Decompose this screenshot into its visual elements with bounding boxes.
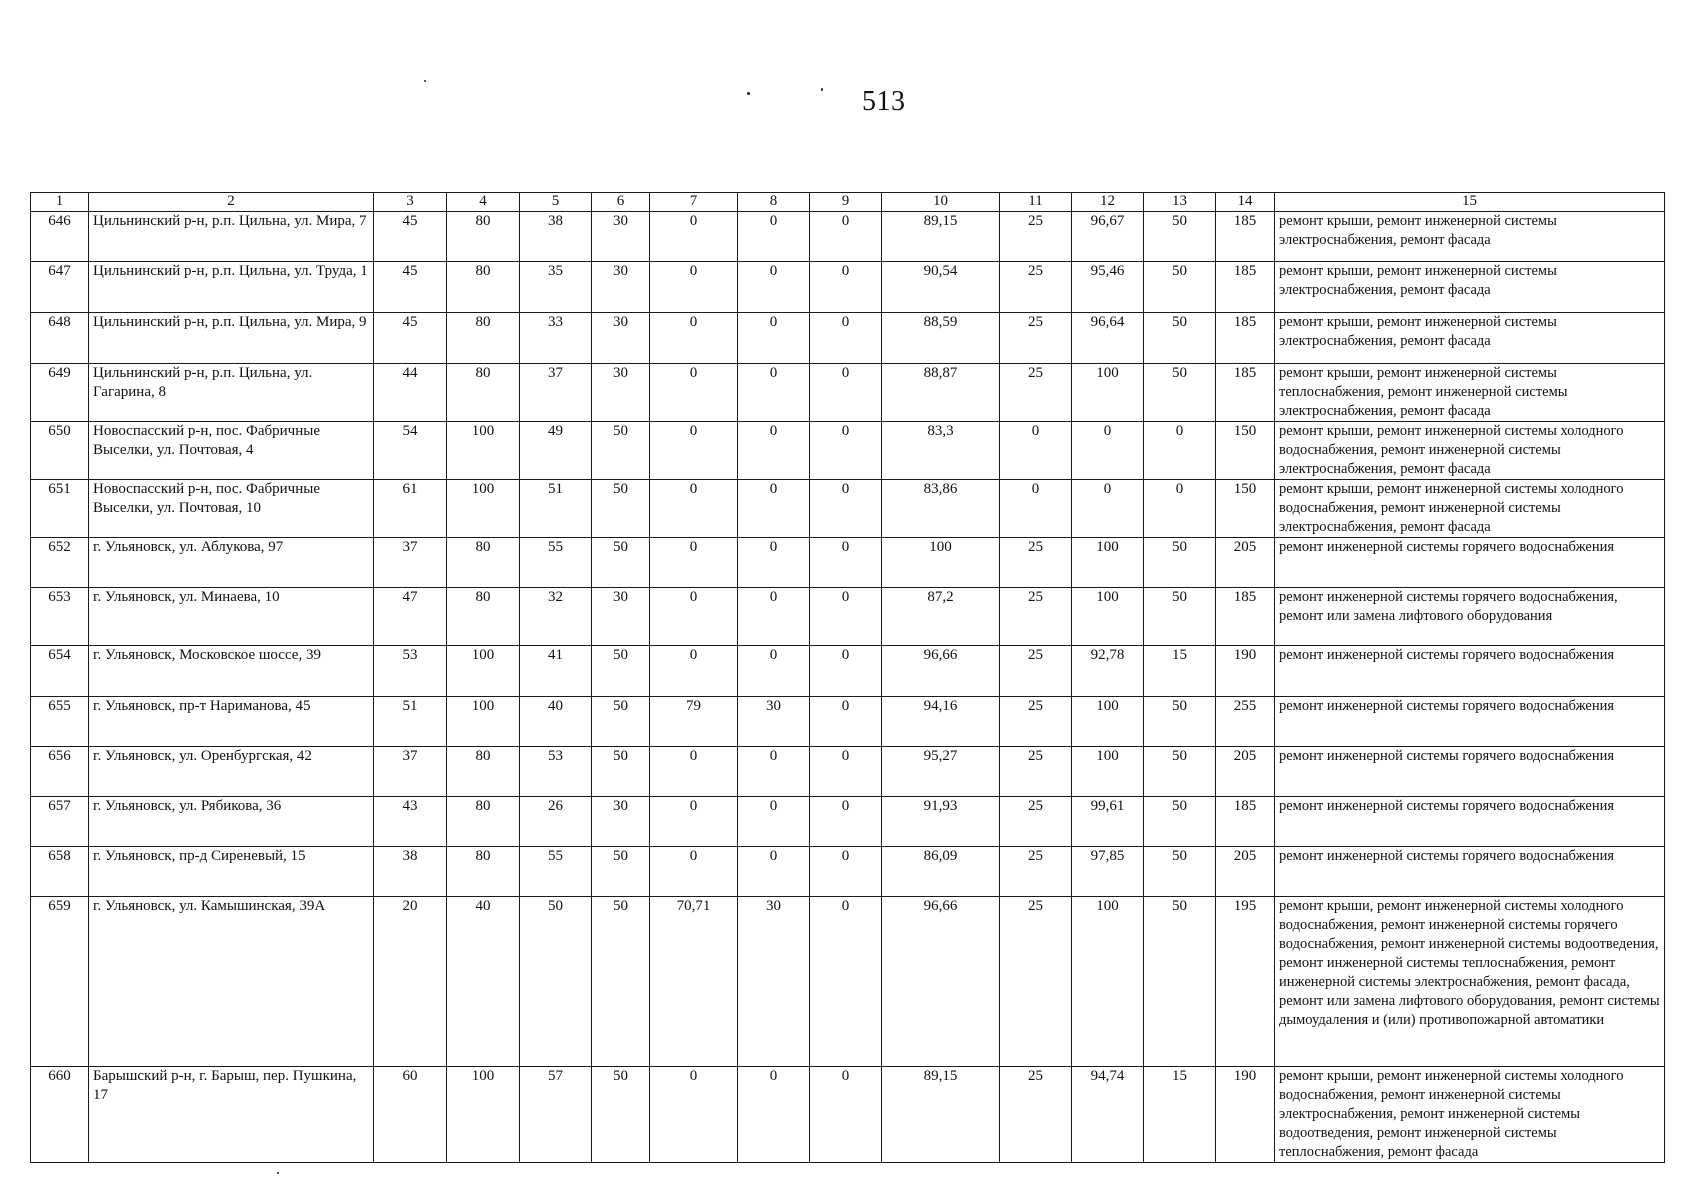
column-header-5: 5	[520, 193, 592, 212]
scan-speck	[821, 88, 823, 91]
cell-col-8: 0	[738, 313, 810, 364]
cell-col-4: 80	[447, 797, 520, 847]
scan-speck	[424, 80, 426, 82]
cell-col-11: 25	[1000, 313, 1072, 364]
cell-col-13: 50	[1144, 364, 1216, 422]
cell-col-3: 37	[374, 538, 447, 588]
cell-col-5: 50	[520, 897, 592, 1067]
cell-col-7: 0	[650, 262, 738, 313]
cell-col-11: 25	[1000, 538, 1072, 588]
cell-col-3: 38	[374, 847, 447, 897]
cell-col-8: 0	[738, 212, 810, 262]
page-number: 513	[862, 86, 906, 117]
cell-col-5: 55	[520, 847, 592, 897]
cell-address: г. Ульяновск, ул. Минаева, 10	[89, 588, 374, 646]
cell-col-11: 25	[1000, 588, 1072, 646]
cell-row-number: 658	[31, 847, 89, 897]
table-row	[31, 212, 1665, 262]
cell-col-10: 95,27	[882, 747, 1000, 797]
column-header-2: 2	[89, 193, 374, 212]
cell-col-7: 0	[650, 1067, 738, 1163]
cell-address: Цильнинский р-н, р.п. Цильна, ул. Мира, 9	[89, 313, 374, 364]
column-header-14: 14	[1216, 193, 1275, 212]
cell-col-6: 50	[592, 747, 650, 797]
cell-total-score: 205	[1216, 747, 1275, 797]
cell-col-4: 80	[447, 364, 520, 422]
table-body	[31, 212, 1665, 1163]
cell-col-4: 40	[447, 897, 520, 1067]
cell-col-7: 79	[650, 697, 738, 747]
cell-repair-works: ремонт инженерной системы горячего водоснабжения	[1275, 538, 1665, 588]
table-row	[31, 1067, 1665, 1163]
cell-col-5: 41	[520, 646, 592, 697]
column-header-3: 3	[374, 193, 447, 212]
cell-repair-works: ремонт крыши, ремонт инженерной системы холодного водоснабжения, ремонт инженерной системы горячего водоснабжения, ремонт инженерной системы водоотведения, ремонт инженерной системы теплоснабжения, ремонт инженерной системы электроснабжения, ремонт фасада, ремонт или замена лифтового оборудования, ремонт системы дымоудаления и (или) противопожарной автоматики	[1275, 897, 1665, 1067]
cell-total-score: 190	[1216, 1067, 1275, 1163]
cell-total-score: 185	[1216, 797, 1275, 847]
cell-repair-works: ремонт крыши, ремонт инженерной системы холодного водоснабжения, ремонт инженерной системы электроснабжения, ремонт инженерной системы водоотведения, ремонт инженерной системы теплоснабжения, ремонт фасада	[1275, 1067, 1665, 1163]
cell-col-7: 70,71	[650, 897, 738, 1067]
cell-address: г. Ульяновск, ул. Рябикова, 36	[89, 797, 374, 847]
cell-row-number: 647	[31, 262, 89, 313]
table-row	[31, 697, 1665, 747]
table-row	[31, 538, 1665, 588]
cell-col-13: 50	[1144, 847, 1216, 897]
cell-row-number: 646	[31, 212, 89, 262]
cell-address: г. Ульяновск, ул. Аблукова, 97	[89, 538, 374, 588]
cell-col-12: 100	[1072, 588, 1144, 646]
table-row	[31, 847, 1665, 897]
cell-repair-works: ремонт крыши, ремонт инженерной системы электроснабжения, ремонт фасада	[1275, 212, 1665, 262]
cell-col-12: 92,78	[1072, 646, 1144, 697]
cell-col-7: 0	[650, 364, 738, 422]
cell-col-6: 30	[592, 212, 650, 262]
cell-address: г. Ульяновск, ул. Оренбургская, 42	[89, 747, 374, 797]
cell-col-10: 94,16	[882, 697, 1000, 747]
cell-col-13: 50	[1144, 313, 1216, 364]
cell-col-8: 0	[738, 847, 810, 897]
cell-col-6: 50	[592, 847, 650, 897]
cell-repair-works: ремонт крыши, ремонт инженерной системы электроснабжения, ремонт фасада	[1275, 262, 1665, 313]
table-row	[31, 313, 1665, 364]
cell-col-8: 0	[738, 364, 810, 422]
cell-col-4: 80	[447, 313, 520, 364]
cell-col-12: 96,67	[1072, 212, 1144, 262]
cell-col-7: 0	[650, 538, 738, 588]
cell-row-number: 655	[31, 697, 89, 747]
cell-col-8: 30	[738, 897, 810, 1067]
cell-row-number: 649	[31, 364, 89, 422]
cell-col-12: 99,61	[1072, 797, 1144, 847]
cell-total-score: 185	[1216, 313, 1275, 364]
cell-col-12: 100	[1072, 538, 1144, 588]
cell-total-score: 185	[1216, 262, 1275, 313]
cell-col-9: 0	[810, 422, 882, 480]
table-row	[31, 422, 1665, 480]
cell-address: Цильнинский р-н, р.п. Цильна, ул. Мира, 7	[89, 212, 374, 262]
cell-col-7: 0	[650, 313, 738, 364]
cell-col-10: 96,66	[882, 897, 1000, 1067]
cell-col-12: 100	[1072, 897, 1144, 1067]
cell-col-8: 0	[738, 797, 810, 847]
cell-repair-works: ремонт крыши, ремонт инженерной системы холодного водоснабжения, ремонт инженерной системы электроснабжения, ремонт фасада	[1275, 480, 1665, 538]
cell-col-7: 0	[650, 212, 738, 262]
cell-row-number: 648	[31, 313, 89, 364]
cell-col-3: 51	[374, 697, 447, 747]
table-row	[31, 480, 1665, 538]
cell-col-13: 50	[1144, 538, 1216, 588]
cell-col-11: 25	[1000, 897, 1072, 1067]
cell-col-4: 80	[447, 588, 520, 646]
cell-col-12: 100	[1072, 747, 1144, 797]
column-header-4: 4	[447, 193, 520, 212]
cell-row-number: 652	[31, 538, 89, 588]
cell-repair-works: ремонт инженерной системы горячего водоснабжения	[1275, 747, 1665, 797]
cell-col-10: 100	[882, 538, 1000, 588]
column-header-11: 11	[1000, 193, 1072, 212]
cell-col-13: 0	[1144, 422, 1216, 480]
cell-col-6: 50	[592, 897, 650, 1067]
cell-col-8: 30	[738, 697, 810, 747]
cell-col-8: 0	[738, 262, 810, 313]
cell-col-13: 50	[1144, 797, 1216, 847]
cell-col-4: 100	[447, 1067, 520, 1163]
scan-speck	[277, 1172, 279, 1174]
cell-col-8: 0	[738, 588, 810, 646]
cell-col-9: 0	[810, 538, 882, 588]
column-header-1: 1	[31, 193, 89, 212]
cell-col-13: 15	[1144, 1067, 1216, 1163]
cell-col-11: 25	[1000, 646, 1072, 697]
cell-col-4: 100	[447, 480, 520, 538]
cell-col-9: 0	[810, 797, 882, 847]
cell-col-11: 25	[1000, 1067, 1072, 1163]
cell-col-4: 80	[447, 747, 520, 797]
cell-col-9: 0	[810, 480, 882, 538]
cell-col-8: 0	[738, 538, 810, 588]
cell-col-6: 50	[592, 480, 650, 538]
cell-col-4: 100	[447, 646, 520, 697]
column-header-13: 13	[1144, 193, 1216, 212]
cell-col-3: 45	[374, 212, 447, 262]
cell-repair-works: ремонт инженерной системы горячего водоснабжения	[1275, 797, 1665, 847]
cell-row-number: 657	[31, 797, 89, 847]
cell-col-4: 80	[447, 262, 520, 313]
cell-col-9: 0	[810, 646, 882, 697]
cell-col-11: 25	[1000, 364, 1072, 422]
cell-col-13: 15	[1144, 646, 1216, 697]
cell-col-8: 0	[738, 1067, 810, 1163]
cell-total-score: 255	[1216, 697, 1275, 747]
cell-col-9: 0	[810, 588, 882, 646]
table-row	[31, 747, 1665, 797]
cell-repair-works: ремонт инженерной системы горячего водоснабжения	[1275, 847, 1665, 897]
cell-col-5: 32	[520, 588, 592, 646]
cell-col-4: 80	[447, 212, 520, 262]
cell-col-6: 30	[592, 364, 650, 422]
cell-col-12: 95,46	[1072, 262, 1144, 313]
cell-col-6: 30	[592, 588, 650, 646]
cell-col-10: 89,15	[882, 212, 1000, 262]
cell-address: г. Ульяновск, пр-т Нариманова, 45	[89, 697, 374, 747]
cell-col-11: 25	[1000, 262, 1072, 313]
cell-col-9: 0	[810, 262, 882, 313]
cell-col-3: 43	[374, 797, 447, 847]
cell-address: Новоспасский р-н, пос. Фабричные Выселки, ул. Почтовая, 10	[89, 480, 374, 538]
cell-col-3: 45	[374, 313, 447, 364]
cell-col-9: 0	[810, 747, 882, 797]
scan-speck	[747, 92, 750, 95]
cell-col-5: 38	[520, 212, 592, 262]
cell-row-number: 659	[31, 897, 89, 1067]
cell-total-score: 150	[1216, 480, 1275, 538]
cell-col-5: 53	[520, 747, 592, 797]
cell-row-number: 654	[31, 646, 89, 697]
cell-col-10: 91,93	[882, 797, 1000, 847]
cell-col-4: 100	[447, 422, 520, 480]
cell-col-11: 25	[1000, 212, 1072, 262]
column-header-10: 10	[882, 193, 1000, 212]
cell-col-8: 0	[738, 422, 810, 480]
column-header-8: 8	[738, 193, 810, 212]
cell-col-13: 50	[1144, 697, 1216, 747]
cell-col-9: 0	[810, 897, 882, 1067]
cell-col-11: 25	[1000, 747, 1072, 797]
cell-col-3: 45	[374, 262, 447, 313]
cell-col-5: 33	[520, 313, 592, 364]
cell-col-6: 50	[592, 1067, 650, 1163]
cell-col-12: 0	[1072, 422, 1144, 480]
cell-repair-works: ремонт крыши, ремонт инженерной системы холодного водоснабжения, ремонт инженерной системы электроснабжения, ремонт фасада	[1275, 422, 1665, 480]
cell-col-12: 97,85	[1072, 847, 1144, 897]
cell-col-6: 50	[592, 538, 650, 588]
cell-col-5: 51	[520, 480, 592, 538]
cell-col-12: 100	[1072, 364, 1144, 422]
table-row	[31, 588, 1665, 646]
cell-col-9: 0	[810, 847, 882, 897]
column-number-header-row	[31, 193, 1665, 212]
cell-row-number: 651	[31, 480, 89, 538]
cell-col-13: 50	[1144, 897, 1216, 1067]
cell-address: г. Ульяновск, пр-д Сиреневый, 15	[89, 847, 374, 897]
cell-col-4: 80	[447, 847, 520, 897]
cell-col-13: 50	[1144, 747, 1216, 797]
cell-address: Новоспасский р-н, пос. Фабричные Выселки, ул. Почтовая, 4	[89, 422, 374, 480]
cell-col-9: 0	[810, 697, 882, 747]
cell-col-8: 0	[738, 480, 810, 538]
cell-col-3: 54	[374, 422, 447, 480]
cell-col-6: 50	[592, 646, 650, 697]
cell-repair-works: ремонт инженерной системы горячего водоснабжения, ремонт или замена лифтового оборудования	[1275, 588, 1665, 646]
cell-col-12: 0	[1072, 480, 1144, 538]
cell-col-7: 0	[650, 847, 738, 897]
cell-col-4: 80	[447, 538, 520, 588]
table-row	[31, 262, 1665, 313]
cell-col-3: 47	[374, 588, 447, 646]
cell-col-12: 96,64	[1072, 313, 1144, 364]
cell-address: Цильнинский р-н, р.п. Цильна, ул. Труда, 1	[89, 262, 374, 313]
cell-col-11: 25	[1000, 797, 1072, 847]
cell-total-score: 205	[1216, 847, 1275, 897]
cell-col-9: 0	[810, 212, 882, 262]
cell-col-4: 100	[447, 697, 520, 747]
cell-repair-works: ремонт инженерной системы горячего водоснабжения	[1275, 697, 1665, 747]
cell-row-number: 650	[31, 422, 89, 480]
cell-col-11: 0	[1000, 480, 1072, 538]
cell-col-6: 50	[592, 697, 650, 747]
cell-col-5: 35	[520, 262, 592, 313]
cell-col-13: 50	[1144, 212, 1216, 262]
column-header-15: 15	[1275, 193, 1665, 212]
cell-col-11: 25	[1000, 697, 1072, 747]
cell-col-8: 0	[738, 646, 810, 697]
cell-total-score: 185	[1216, 588, 1275, 646]
cell-col-6: 30	[592, 797, 650, 847]
cell-col-5: 37	[520, 364, 592, 422]
cell-col-5: 49	[520, 422, 592, 480]
column-header-9: 9	[810, 193, 882, 212]
cell-total-score: 190	[1216, 646, 1275, 697]
cell-col-5: 40	[520, 697, 592, 747]
table-row	[31, 897, 1665, 1067]
cell-col-11: 0	[1000, 422, 1072, 480]
cell-col-7: 0	[650, 422, 738, 480]
cell-col-7: 0	[650, 747, 738, 797]
cell-col-10: 87,2	[882, 588, 1000, 646]
housing-repair-table	[30, 192, 1665, 1163]
cell-total-score: 185	[1216, 364, 1275, 422]
cell-col-10: 86,09	[882, 847, 1000, 897]
cell-row-number: 656	[31, 747, 89, 797]
cell-col-13: 0	[1144, 480, 1216, 538]
cell-col-8: 0	[738, 747, 810, 797]
cell-col-13: 50	[1144, 262, 1216, 313]
cell-col-5: 57	[520, 1067, 592, 1163]
cell-col-6: 30	[592, 262, 650, 313]
cell-col-10: 83,86	[882, 480, 1000, 538]
cell-col-10: 89,15	[882, 1067, 1000, 1163]
cell-col-10: 90,54	[882, 262, 1000, 313]
cell-address: Барышский р-н, г. Барыш, пер. Пушкина, 17	[89, 1067, 374, 1163]
cell-repair-works: ремонт крыши, ремонт инженерной системы теплоснабжения, ремонт инженерной системы электроснабжения, ремонт фасада	[1275, 364, 1665, 422]
column-header-6: 6	[592, 193, 650, 212]
cell-col-3: 53	[374, 646, 447, 697]
cell-total-score: 205	[1216, 538, 1275, 588]
cell-col-9: 0	[810, 364, 882, 422]
cell-col-10: 88,59	[882, 313, 1000, 364]
cell-col-9: 0	[810, 313, 882, 364]
cell-col-10: 83,3	[882, 422, 1000, 480]
cell-row-number: 653	[31, 588, 89, 646]
cell-total-score: 195	[1216, 897, 1275, 1067]
cell-col-3: 37	[374, 747, 447, 797]
cell-total-score: 150	[1216, 422, 1275, 480]
cell-col-12: 100	[1072, 697, 1144, 747]
cell-address: Цильнинский р-н, р.п. Цильна, ул. Гагарина, 8	[89, 364, 374, 422]
cell-col-9: 0	[810, 1067, 882, 1163]
table-row	[31, 797, 1665, 847]
table-row	[31, 646, 1665, 697]
cell-col-5: 26	[520, 797, 592, 847]
cell-col-10: 88,87	[882, 364, 1000, 422]
cell-repair-works: ремонт крыши, ремонт инженерной системы электроснабжения, ремонт фасада	[1275, 313, 1665, 364]
cell-col-5: 55	[520, 538, 592, 588]
cell-col-7: 0	[650, 797, 738, 847]
table-row	[31, 364, 1665, 422]
cell-address: г. Ульяновск, ул. Камышинская, 39А	[89, 897, 374, 1067]
cell-repair-works: ремонт инженерной системы горячего водоснабжения	[1275, 646, 1665, 697]
column-header-7: 7	[650, 193, 738, 212]
cell-col-10: 96,66	[882, 646, 1000, 697]
cell-address: г. Ульяновск, Московское шоссе, 39	[89, 646, 374, 697]
cell-col-3: 60	[374, 1067, 447, 1163]
cell-col-13: 50	[1144, 588, 1216, 646]
cell-col-12: 94,74	[1072, 1067, 1144, 1163]
cell-col-11: 25	[1000, 847, 1072, 897]
cell-total-score: 185	[1216, 212, 1275, 262]
cell-col-7: 0	[650, 480, 738, 538]
cell-col-3: 61	[374, 480, 447, 538]
cell-col-6: 30	[592, 313, 650, 364]
column-header-12: 12	[1072, 193, 1144, 212]
cell-col-7: 0	[650, 646, 738, 697]
cell-col-3: 44	[374, 364, 447, 422]
cell-col-7: 0	[650, 588, 738, 646]
cell-row-number: 660	[31, 1067, 89, 1163]
cell-col-6: 50	[592, 422, 650, 480]
cell-col-3: 20	[374, 897, 447, 1067]
